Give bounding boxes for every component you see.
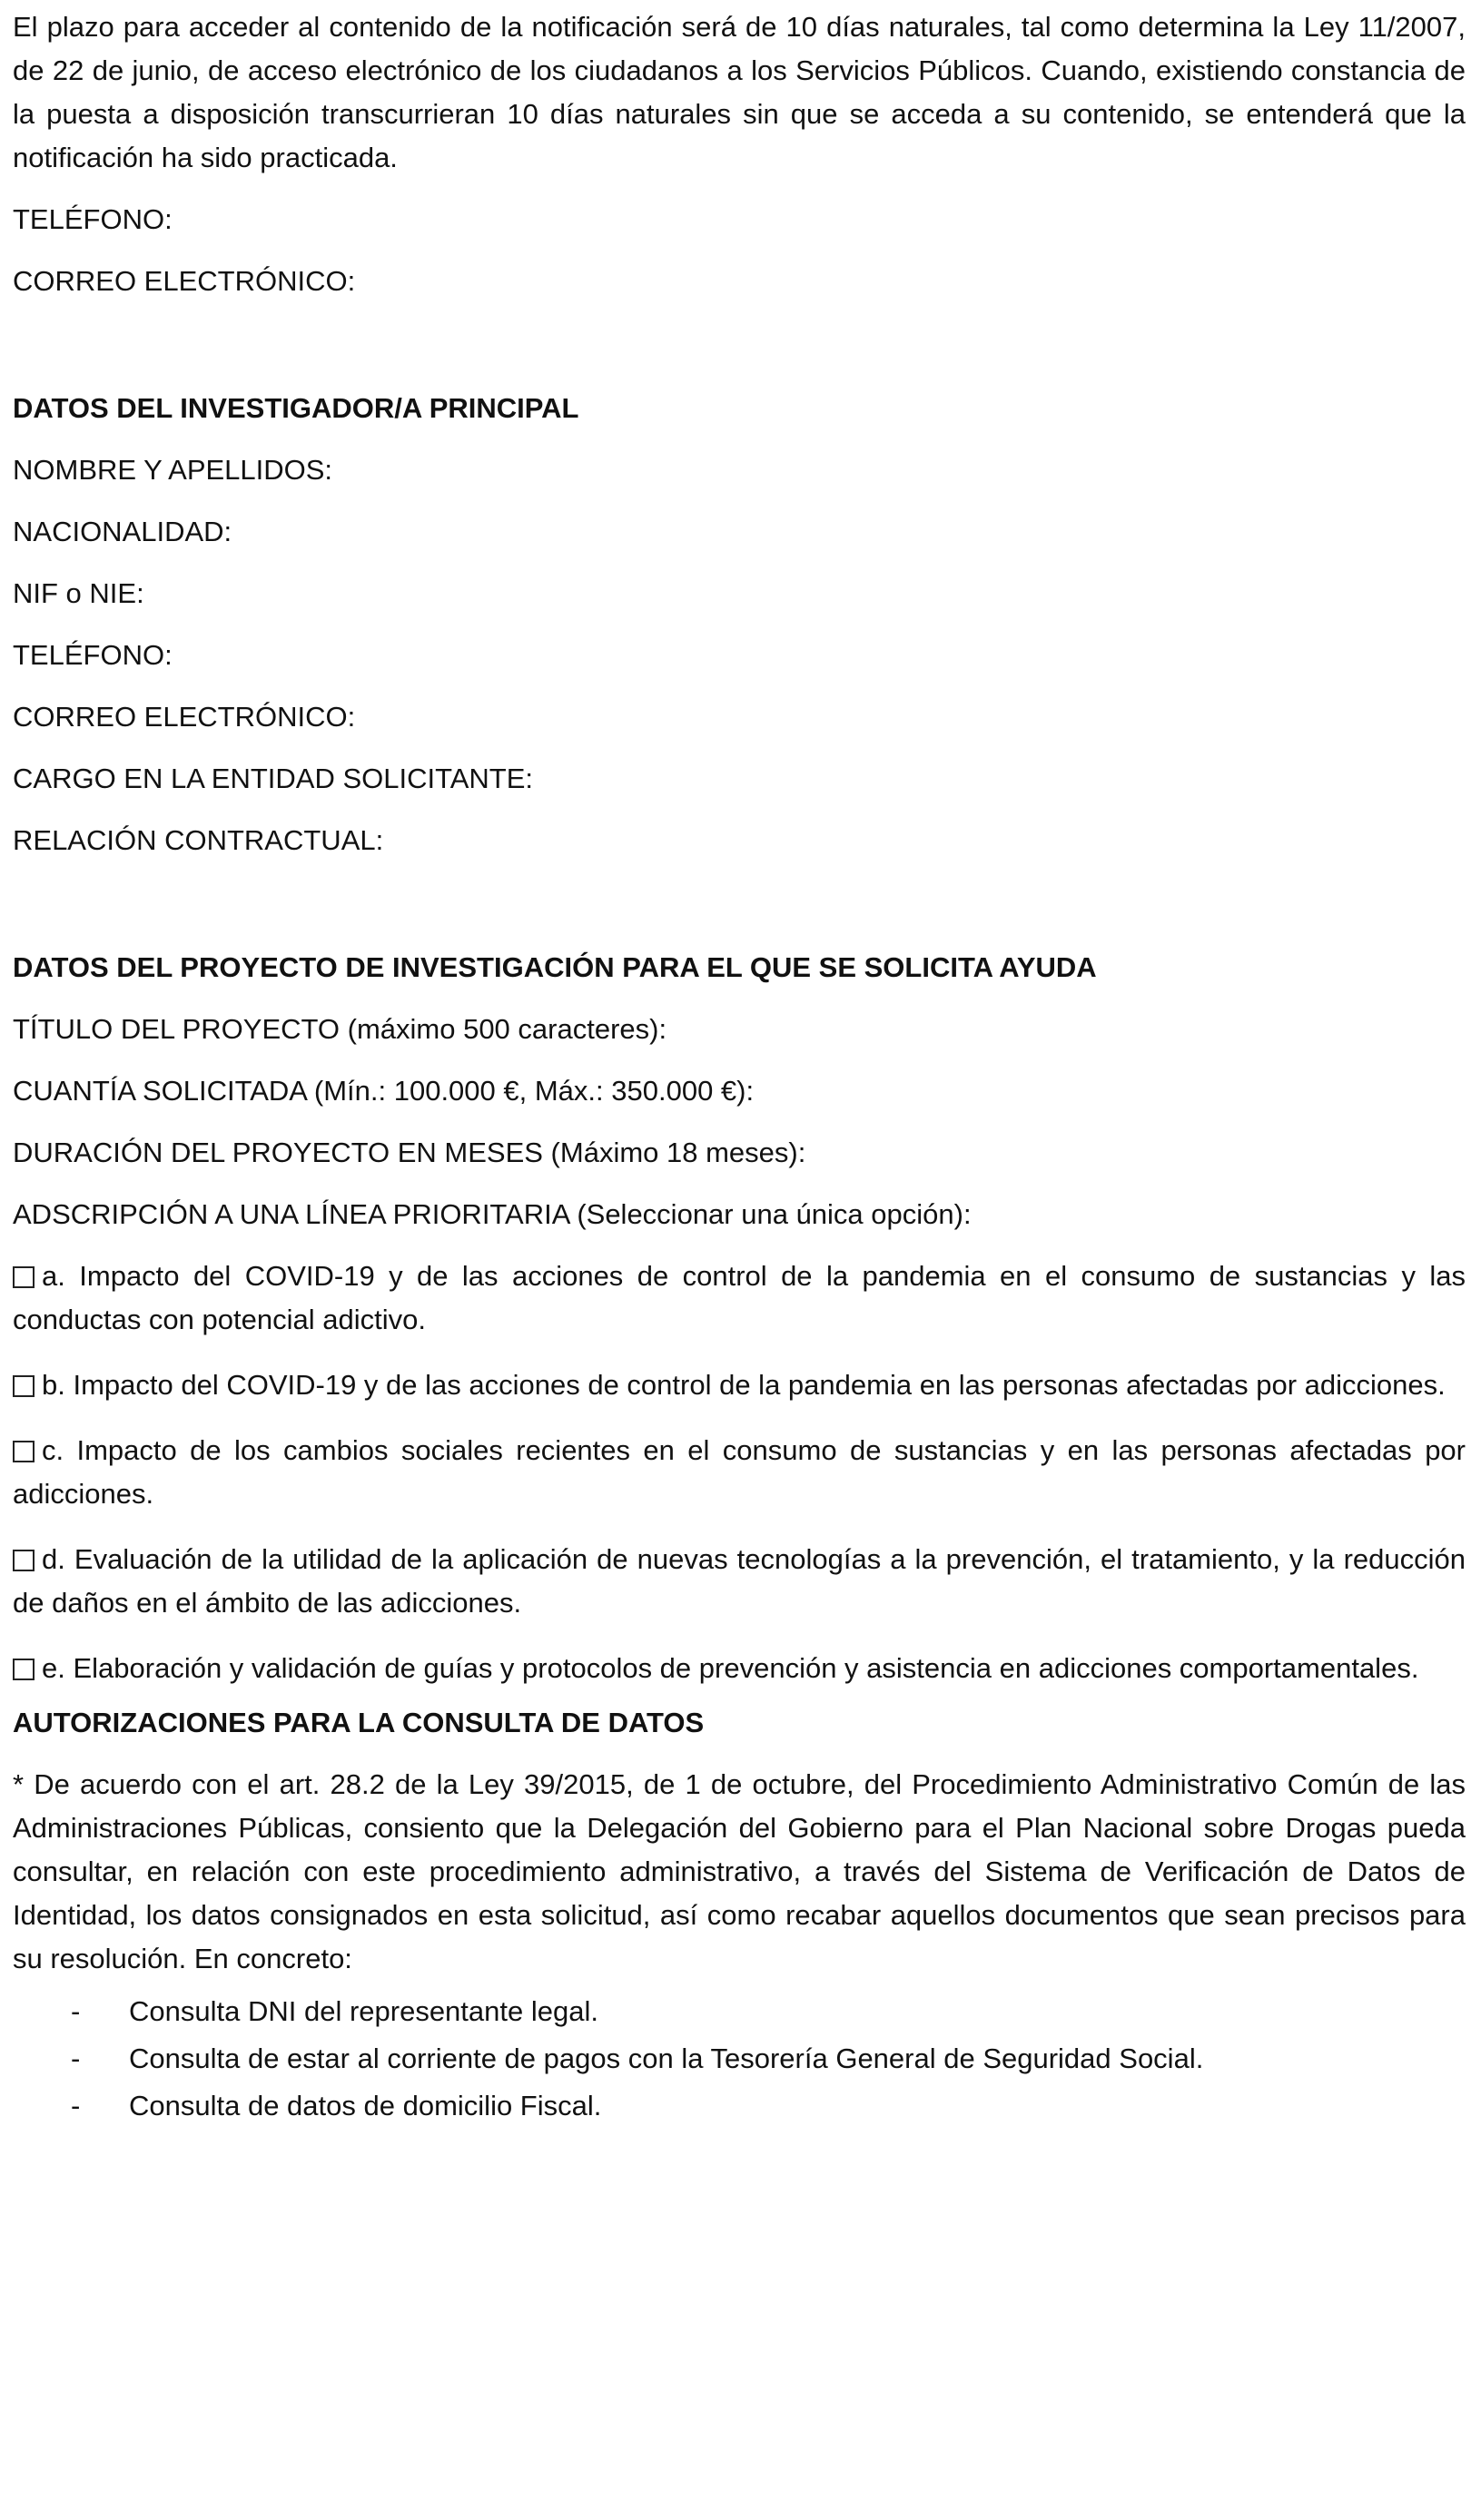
option-a-label: a. Impacto del COVID-19 y de las acciones de control de la pandemia en el consumo de sustancias y las conductas con potencial adictivo. xyxy=(13,1260,1466,1335)
consult-list xyxy=(13,1988,1466,2130)
authorizations-paragraph: * De acuerdo con el art. 28.2 de la Ley 39/2015, de 1 de octubre, del Procedimiento Administrativo Común de las Administraciones Públicas, consiento que la Delegación del Gobierno para el Plan Nacional sobre Drogas pueda consultar, en relación con este procedimiento administrativo, a través del Sistema de Verificación de Datos de Identidad, los datos consignados en esta solicitud, así como recabar aquellos documentos que sean precisos para su resolución. En concreto: xyxy=(13,1768,1466,1974)
project-duration-label: DURACIÓN DEL PROYECTO EN MESES (Máximo 18 meses): xyxy=(13,1137,806,1168)
checkbox-option-a[interactable] xyxy=(13,1266,35,1288)
priority-option-c[interactable] xyxy=(13,1429,1466,1516)
list-dash: - xyxy=(71,2043,81,2074)
project-amount-label: CUANTÍA SOLICITADA (Mín.: 100.000 €, Máx.: 350.000 €): xyxy=(13,1075,755,1107)
authorizations-heading: AUTORIZACIONES PARA LA CONSULTA DE DATOS xyxy=(13,1707,705,1738)
priority-option-e[interactable] xyxy=(13,1647,1466,1690)
priority-option-b[interactable] xyxy=(13,1363,1466,1407)
document-page xyxy=(13,5,1466,2130)
project-heading: DATOS DEL PROYECTO DE INVESTIGACIÓN PARA EL QUE SE SOLICITA AYUDA xyxy=(13,951,1097,983)
list-dash: - xyxy=(71,1995,81,2027)
investigator-nif-label: NIF o NIE: xyxy=(13,577,144,609)
list-item xyxy=(13,2082,1466,2130)
notification-paragraph: El plazo para acceder al contenido de la notificación será de 10 días naturales, tal como determina la Ley 11/2007, de 22 de junio, de acceso electrónico de los ciudadanos a los Servicios Públicos. Cuando, existiendo constancia de la puesta a disposición transcurrieran 10 días naturales sin que se acceda a su contenido, se entenderá que la notificación ha sido practicada. xyxy=(13,11,1466,173)
section-spacer xyxy=(13,881,1466,946)
investigator-phone-label: TELÉFONO: xyxy=(13,639,173,671)
consult-social-security-item: Consulta de estar al corriente de pagos con la Tesorería General de Seguridad Social. xyxy=(129,2043,1204,2074)
investigator-name-label: NOMBRE Y APELLIDOS: xyxy=(13,454,333,486)
investigator-contract-label: RELACIÓN CONTRACTUAL: xyxy=(13,824,384,856)
project-line-label: ADSCRIPCIÓN A UNA LÍNEA PRIORITARIA (Seleccionar una única opción): xyxy=(13,1198,972,1230)
project-title-label: TÍTULO DEL PROYECTO (máximo 500 caracteres): xyxy=(13,1013,667,1045)
consult-dni-item: Consulta DNI del representante legal. xyxy=(129,1995,598,2027)
priority-option-a[interactable] xyxy=(13,1255,1466,1342)
option-d-label: d. Evaluación de la utilidad de la aplicación de nuevas tecnologías a la prevención, el tratamiento, y la reducción de daños en el ámbito de las adicciones. xyxy=(13,1543,1466,1619)
option-e-label: e. Elaboración y validación de guías y protocolos de prevención y asistencia en adicciones comportamentales. xyxy=(42,1652,1419,1684)
consult-fiscal-address-item: Consulta de datos de domicilio Fiscal. xyxy=(129,2090,602,2121)
option-b-label: b. Impacto del COVID-19 y de las acciones de control de la pandemia en las personas afectadas por adicciones. xyxy=(42,1369,1446,1401)
list-item xyxy=(13,2035,1466,2082)
priority-option-d[interactable] xyxy=(13,1538,1466,1625)
list-item xyxy=(13,1988,1466,2035)
investigator-position-label: CARGO EN LA ENTIDAD SOLICITANTE: xyxy=(13,763,534,794)
contact-phone-label: TELÉFONO: xyxy=(13,203,173,235)
checkbox-option-b[interactable] xyxy=(13,1375,35,1397)
investigator-nationality-label: NACIONALIDAD: xyxy=(13,516,232,547)
checkbox-option-d[interactable] xyxy=(13,1550,35,1571)
section-spacer xyxy=(13,321,1466,387)
investigator-heading: DATOS DEL INVESTIGADOR/A PRINCIPAL xyxy=(13,392,579,424)
investigator-email-label: CORREO ELECTRÓNICO: xyxy=(13,701,356,733)
checkbox-option-c[interactable] xyxy=(13,1441,35,1462)
option-c-label: c. Impacto de los cambios sociales recientes en el consumo de sustancias y en las personas afectadas por adicciones. xyxy=(13,1434,1466,1510)
contact-email-label: CORREO ELECTRÓNICO: xyxy=(13,265,356,297)
checkbox-option-e[interactable] xyxy=(13,1659,35,1680)
list-dash: - xyxy=(71,2090,81,2121)
